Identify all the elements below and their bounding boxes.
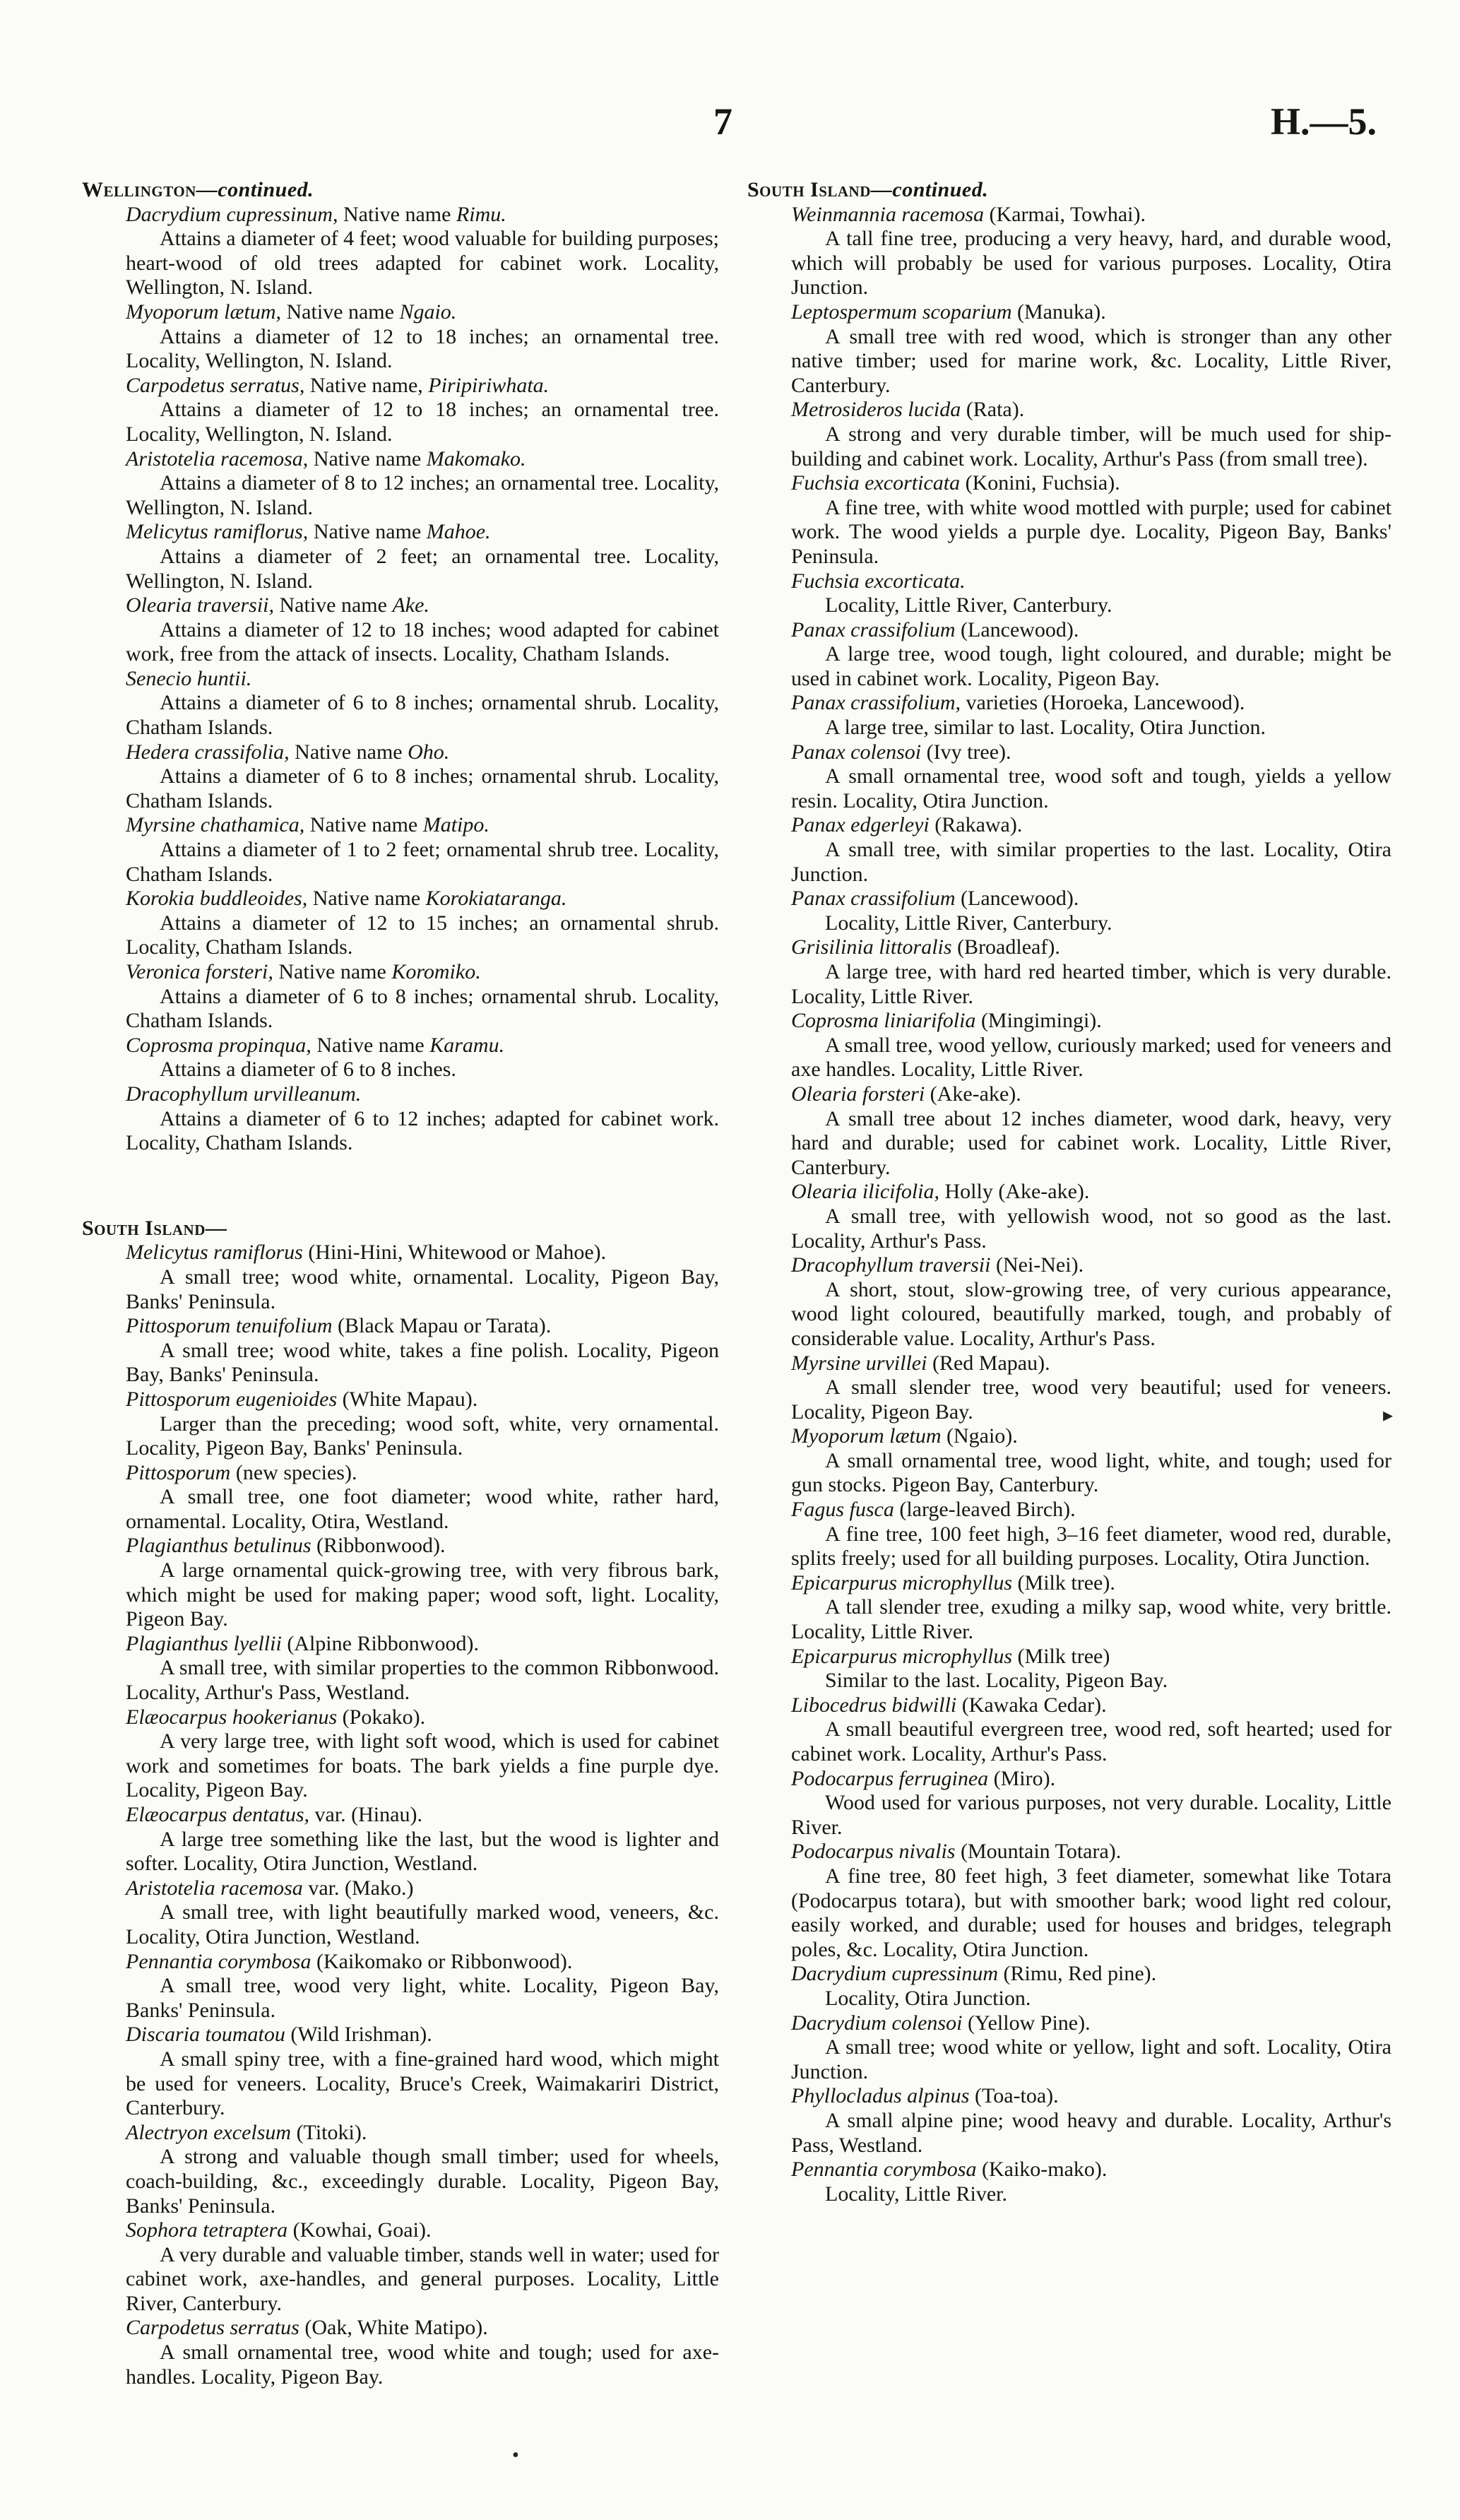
- page-number: 7: [713, 100, 732, 143]
- species-heading: [742, 1571, 1391, 1596]
- scientific-name: Myoporum lætum,: [126, 300, 281, 324]
- common-name: (Miro).: [988, 1766, 1056, 1790]
- species-description: A fine tree, 100 feet high, 3–16 feet diameter, wood red, durable, splits freely; used for all building purposes. Locality, Otira Junction.: [791, 1522, 1391, 1570]
- species-entry: [76, 1632, 719, 1705]
- species-heading: [76, 1803, 719, 1828]
- species-entry: [742, 471, 1391, 569]
- species-entry: [742, 691, 1391, 740]
- species-heading: [76, 2121, 719, 2146]
- species-entry: [742, 1645, 1391, 1693]
- scientific-name: Dacrydium cupressinum,: [126, 202, 338, 226]
- scientific-name: Melicytus ramiflorus: [126, 1241, 303, 1265]
- scientific-name: Weinmannia racemosa: [791, 202, 985, 226]
- south-island-entries: [76, 1241, 719, 2389]
- species-description: Larger than the preceding; wood soft, white, very ornamental. Locality, Pigeon Bay, Banks' Peninsula.: [126, 1412, 719, 1460]
- scientific-name: Olearia forsteri: [791, 1082, 925, 1106]
- scientific-name: Panax crassifolium: [791, 887, 956, 911]
- scientific-name: Panax crassifolium: [791, 617, 956, 641]
- species-entry: [76, 447, 719, 521]
- species-description: Attains a diameter of 12 to 18 inches; wood adapted for cabinet work, free from the attack of insects. Locality, Chatham Islands.: [126, 617, 719, 666]
- species-description: A small ornamental tree, wood white and tough; used for axe-handles. Locality, Pigeon Bay.: [126, 2341, 719, 2389]
- species-description: A small tree, one foot diameter; wood white, rather hard, ornamental. Locality, Otira, Westland.: [126, 1485, 719, 1533]
- species-entry: [76, 1082, 719, 1156]
- species-heading: [742, 1840, 1391, 1864]
- species-entry: [76, 1534, 719, 1631]
- species-heading: [76, 2316, 719, 2341]
- species-description: A small ornamental tree, wood light, white, and tough; used for gun stocks. Pigeon Bay, Canterbury.: [791, 1448, 1391, 1497]
- species-description: Attains a diameter of 6 to 8 inches.: [160, 1058, 456, 1082]
- species-description: A small tree, wood yellow, curiously marked; used for veneers and axe handles. Locality, Little River.: [791, 1033, 1391, 1082]
- species-heading: [742, 1767, 1391, 1792]
- species-description: Wood used for various purposes, not very durable. Locality, Little River.: [791, 1791, 1391, 1839]
- scientific-name: Alectryon excelsum: [126, 2120, 292, 2144]
- common-name: Native name: [304, 813, 423, 837]
- scientific-name: Elæocarpus hookerianus: [126, 1705, 338, 1729]
- native-name: Oho.: [408, 740, 450, 764]
- common-name: (Milk tree).: [1012, 1570, 1115, 1595]
- species-description: A fine tree, 80 feet high, 3 feet diameter, somewhat like Totara (Podocarpus totara), but with smoother bark; wood light red colour, easily worked, and durable; used for houses and bridges, telegraph poles, &c. Locality, Otira Junction.: [791, 1864, 1391, 1961]
- common-name: Native name: [274, 593, 393, 617]
- species-description: A small tree; wood white or yellow, light and soft. Locality, Otira Junction.: [791, 2035, 1391, 2083]
- common-name: var. (Mako.): [302, 1876, 414, 1900]
- species-description: A small slender tree, wood very beautiful; used for veneers. Locality, Pigeon Bay.: [791, 1376, 1391, 1424]
- scientific-name: Panax edgerleyi: [791, 813, 930, 837]
- scientific-name: Elæocarpus dentatus,: [126, 1803, 309, 1826]
- scientific-name: Panax colensoi: [791, 740, 922, 764]
- native-name: Ngaio.: [399, 300, 457, 324]
- species-heading: [76, 887, 719, 911]
- common-name: (Oak, White Matipo).: [299, 2316, 488, 2340]
- common-name: var. (Hinau).: [309, 1803, 422, 1826]
- section-heading-label: South Island: [747, 178, 871, 201]
- species-heading: [742, 618, 1391, 643]
- common-name: (Alpine Ribbonwood).: [281, 1631, 479, 1655]
- species-description: A small tree; wood white, takes a fine polish. Locality, Pigeon Bay, Banks' Peninsula.: [126, 1338, 719, 1387]
- species-description: Locality, Little River, Canterbury.: [825, 593, 1112, 617]
- common-name: (Kowhai, Goai).: [287, 2218, 432, 2242]
- species-heading: [76, 2218, 719, 2243]
- common-name: (Lancewood).: [955, 887, 1079, 911]
- species-heading: [76, 2023, 719, 2047]
- species-heading: [742, 569, 1391, 594]
- scientific-name: Fuchsia excorticata: [791, 471, 961, 495]
- species-description: A large tree, wood tough, light coloured, and durable; might be used in cabinet work. Locality, Pigeon Bay.: [791, 642, 1391, 690]
- species-description: A small tree, with similar properties to the common Ribbonwood. Locality, Arthur's Pass, Westland.: [126, 1656, 719, 1705]
- species-heading: [742, 935, 1391, 960]
- scientific-name: Coprosma liniarifolia: [791, 1009, 976, 1033]
- species-entry: [742, 2158, 1391, 2206]
- species-description: A small tree, with similar properties to the last. Locality, Otira Junction.: [791, 838, 1391, 886]
- scientific-name: Melicytus ramiflorus,: [126, 520, 309, 544]
- species-heading: [76, 813, 719, 838]
- common-name: (Ake-ake).: [925, 1082, 1021, 1106]
- species-heading: [76, 1950, 719, 1975]
- scientific-name: Grisilinia littoralis: [791, 935, 952, 959]
- scientific-name: Plagianthus lyellii: [126, 1631, 282, 1655]
- species-entry: [742, 2084, 1391, 2158]
- species-entry: [76, 1950, 719, 2023]
- common-name: (Mountain Totara).: [955, 1840, 1122, 1864]
- scientific-name: Myrsine urvillei: [791, 1351, 927, 1375]
- species-heading: [76, 1632, 719, 1657]
- scientific-name: Plagianthus betulinus: [126, 1534, 311, 1558]
- species-heading: [742, 2084, 1391, 2109]
- scientific-name: Dacrydium colensoi: [791, 2011, 963, 2035]
- species-heading: [76, 520, 719, 545]
- species-heading: [76, 1082, 719, 1107]
- common-name: (Ivy tree).: [921, 740, 1011, 764]
- species-entry: [76, 2316, 719, 2389]
- scientific-name: Epicarpurus microphyllus: [791, 1644, 1013, 1668]
- common-name: (Konini, Fuchsia).: [960, 471, 1120, 495]
- species-description: A large ornamental quick-growing tree, with very fibrous bark, which might be used for making paper; wood soft, light. Locality, Pigeon Bay.: [126, 1558, 719, 1631]
- scientific-name: Myrsine chathamica,: [126, 813, 305, 837]
- species-entry: [742, 300, 1391, 398]
- scientific-name: Olearia ilicifolia,: [791, 1180, 939, 1204]
- common-name: Native name: [289, 740, 408, 764]
- species-heading: [76, 300, 719, 325]
- species-entry: [76, 740, 719, 814]
- species-entry: [742, 203, 1391, 300]
- species-heading: [742, 1253, 1391, 1278]
- bottom-dot: •: [512, 2444, 519, 2466]
- scientific-name: Epicarpurus microphyllus: [791, 1570, 1013, 1595]
- species-heading: [742, 1498, 1391, 1522]
- scientific-name: Senecio huntii.: [126, 666, 252, 690]
- common-name: Native name,: [304, 373, 429, 397]
- common-name: (Kaikomako or Ribbonwood).: [311, 1949, 573, 1973]
- species-heading: [742, 691, 1391, 716]
- species-description: A strong and very durable timber, will be much used for ship-building and cabinet work. Locality, Arthur's Pass (from small tree).: [791, 422, 1391, 471]
- species-description: Similar to the last. Locality, Pigeon Bay.: [825, 1669, 1168, 1693]
- species-description: A small tree, with yellowish wood, not so good as the last. Locality, Arthur's Pass.: [791, 1204, 1391, 1253]
- common-name: Holly (Ake-ake).: [939, 1180, 1090, 1204]
- scientific-name: Podocarpus nivalis: [791, 1840, 956, 1864]
- species-entry: [76, 1034, 719, 1082]
- scientific-name: Pennantia corymbosa: [126, 1949, 311, 1973]
- species-entry: [742, 1082, 1391, 1180]
- common-name: (Karmai, Towhai).: [984, 202, 1146, 226]
- species-description: A very durable and valuable timber, stands well in water; used for cabinet work, axe-handles, and general purposes. Locality, Little River, Canterbury.: [126, 2242, 719, 2315]
- species-description: Attains a diameter of 6 to 8 inches; ornamental shrub. Locality, Chatham Islands.: [126, 984, 719, 1033]
- species-description: A large tree something like the last, but the wood is lighter and softer. Locality, Otira Junction, Westland.: [126, 1827, 719, 1876]
- species-heading: [742, 2011, 1391, 2036]
- species-heading: [76, 1388, 719, 1412]
- section-heading-continued: —continued.: [196, 178, 314, 201]
- common-name: (Yellow Pine).: [962, 2011, 1091, 2035]
- species-description: A small tree; wood white, ornamental. Locality, Pigeon Bay, Banks' Peninsula.: [126, 1265, 719, 1313]
- species-entry: [742, 618, 1391, 692]
- common-name: (Wild Irishman).: [285, 2023, 432, 2047]
- scientific-name: Fagus fusca: [791, 1498, 894, 1522]
- native-name: Rimu.: [456, 202, 506, 226]
- species-description: Attains a diameter of 2 feet; an ornamental tree. Locality, Wellington, N. Island.: [126, 544, 719, 593]
- species-heading: [742, 813, 1391, 838]
- species-entry: [76, 593, 719, 667]
- species-entry: [742, 569, 1391, 618]
- species-entry: [76, 520, 719, 593]
- section-heading-south-island: South Island—: [82, 1216, 227, 1240]
- species-description: A small tree with red wood, which is stronger than any other native timber; used for marine work, &c. Locality, Little River, Canterbury.: [791, 324, 1391, 397]
- species-description: Locality, Otira Junction.: [825, 1986, 1031, 2010]
- species-heading: [76, 374, 719, 398]
- species-heading: [76, 1461, 719, 1486]
- species-heading: [76, 667, 719, 692]
- species-entry: [742, 1180, 1391, 1253]
- species-heading: [742, 1082, 1391, 1107]
- scientific-name: Olearia traversii,: [126, 593, 274, 617]
- species-entry: [76, 960, 719, 1034]
- common-name: Native name: [281, 300, 400, 324]
- species-entry: [76, 1461, 719, 1534]
- scientific-name: Libocedrus bidwilli: [791, 1693, 957, 1717]
- species-description: A tall fine tree, producing a very heavy, hard, and durable wood, which will probably be used for various purposes. Locality, Otira Junction.: [791, 227, 1391, 300]
- species-entry: [742, 1009, 1391, 1082]
- species-heading: [742, 398, 1391, 422]
- species-entry: [76, 1314, 719, 1388]
- left-column: [76, 178, 719, 2389]
- common-name: (Red Mapau).: [927, 1351, 1050, 1375]
- common-name: (Toa-toa).: [969, 2084, 1059, 2108]
- species-description: A fine tree, with white wood mottled with purple; used for cabinet work. The wood yields a purple dye. Locality, Pigeon Bay, Banks' Peninsula.: [791, 495, 1391, 568]
- native-name: Karamu.: [429, 1033, 505, 1057]
- scientific-name: Veronica forsteri,: [126, 960, 273, 983]
- scientific-name: Carpodetus serratus: [126, 2316, 299, 2340]
- species-description: A small beautiful evergreen tree, wood red, soft hearted; used for cabinet work. Locality, Arthur's Pass.: [791, 1717, 1391, 1765]
- scientific-name: Pennantia corymbosa: [791, 2158, 977, 2182]
- species-entry: [76, 887, 719, 960]
- common-name: (White Mapau).: [337, 1387, 478, 1411]
- species-description: Attains a diameter of 8 to 12 inches; an ornamental tree. Locality, Wellington, N. Island.: [126, 471, 719, 519]
- species-description: Attains a diameter of 12 to 15 inches; an ornamental shrub. Locality, Chatham Islands.: [126, 911, 719, 959]
- scientific-name: Panax crassifolium,: [791, 691, 961, 715]
- native-name: Piripiriwhata.: [428, 373, 550, 397]
- native-name: Ake.: [392, 593, 429, 617]
- common-name: (Lancewood).: [955, 617, 1079, 641]
- common-name: Native name: [308, 520, 427, 544]
- scientific-name: Dracophyllum urvilleanum.: [126, 1082, 362, 1106]
- species-description: Locality, Little River.: [825, 2182, 1007, 2206]
- species-description: A short, stout, slow-growing tree, of very curious appearance, wood light coloured, beautifully marked, tough, and probably of considerable value. Locality, Arthur's Pass.: [791, 1277, 1391, 1350]
- species-entry: [742, 1840, 1391, 1962]
- native-name: Makomako.: [426, 446, 526, 471]
- species-heading: [742, 1180, 1391, 1205]
- section-heading-label: Wellington: [82, 178, 196, 201]
- scientific-name: Metrosideros lucida: [791, 398, 961, 422]
- species-heading: [76, 1534, 719, 1558]
- species-description: A small tree, wood very light, white. Locality, Pigeon Bay, Banks' Peninsula.: [126, 1974, 719, 2022]
- scientific-name: Carpodetus serratus,: [126, 373, 305, 397]
- species-description: Attains a diameter of 6 to 8 inches; ornamental shrub. Locality, Chatham Islands.: [126, 691, 719, 740]
- scientific-name: Myoporum lætum: [791, 1424, 942, 1448]
- scientific-name: Pittosporum eugenioides: [126, 1387, 338, 1411]
- native-name: Matipo.: [422, 813, 489, 837]
- species-entry: [76, 1705, 719, 1803]
- species-heading: [742, 1009, 1391, 1034]
- common-name: (new species).: [230, 1460, 357, 1484]
- species-description: A very large tree, with light soft wood, which is used for cabinet work and sometimes for boats. The bark yields a fine purple dye. Locality, Pigeon Bay.: [126, 1729, 719, 1802]
- section-heading-wellington: [82, 178, 719, 203]
- species-heading: [76, 203, 719, 227]
- species-heading: [76, 1876, 719, 1901]
- species-heading: [742, 1424, 1391, 1449]
- common-name: Native name: [338, 202, 456, 226]
- species-entry: [76, 374, 719, 447]
- species-heading: [742, 2158, 1391, 2182]
- species-entry: [742, 1424, 1391, 1498]
- scientific-name: Sophora tetraptera: [126, 2218, 288, 2242]
- common-name: (Ribbonwood).: [311, 1534, 446, 1558]
- common-name: Native name: [307, 887, 426, 911]
- native-name: Mahoe.: [426, 520, 491, 544]
- common-name: (Manuka).: [1011, 300, 1106, 324]
- species-heading: [742, 740, 1391, 765]
- species-entry: [742, 1693, 1391, 1767]
- common-name: (Mingimingi).: [975, 1009, 1102, 1033]
- scientific-name: Aristotelia racemosa: [126, 1876, 303, 1900]
- common-name: (large-leaved Birch).: [894, 1498, 1076, 1522]
- common-name: (Rakawa).: [929, 813, 1023, 837]
- native-name: Korokiataranga.: [425, 887, 567, 911]
- species-heading: [742, 1962, 1391, 1987]
- species-entry: [742, 813, 1391, 887]
- species-entry: [742, 1962, 1391, 2011]
- species-description: A small tree about 12 inches diameter, wood dark, heavy, very hard and durable; used for cabinet work. Locality, Little River, Canterbury.: [791, 1106, 1391, 1179]
- species-description: Attains a diameter of 1 to 2 feet; ornamental shrub tree. Locality, Chatham Islands.: [126, 838, 719, 886]
- species-description: Locality, Little River, Canterbury.: [825, 911, 1112, 935]
- native-name: Koromiko.: [391, 960, 481, 983]
- species-description: A large tree, with hard red hearted timber, which is very durable. Locality, Little River.: [791, 960, 1391, 1008]
- species-description: A small ornamental tree, wood soft and tough, yields a yellow resin. Locality, Otira Junction.: [791, 764, 1391, 812]
- species-heading: [742, 1351, 1391, 1376]
- species-entry: [76, 300, 719, 374]
- species-heading: [742, 300, 1391, 325]
- common-name: varieties (Horoeka, Lancewood).: [961, 691, 1245, 715]
- species-heading: [76, 740, 719, 765]
- south-island-continued-entries: [742, 202, 1394, 2207]
- common-name: (Rimu, Red pine).: [998, 1962, 1157, 1986]
- scientific-name: Fuchsia excorticata.: [791, 569, 966, 593]
- species-entry: [742, 398, 1391, 471]
- species-description: A strong and valuable though small timber; used for wheels, coach-building, &c., exceedingly durable. Locality, Pigeon Bay, Banks' Peninsula.: [126, 2145, 719, 2218]
- scientific-name: Leptospermum scoparium: [791, 300, 1012, 324]
- scientific-name: Pittosporum: [126, 1460, 231, 1484]
- paper-reference: H.—5.: [1270, 100, 1377, 143]
- common-name: (Pokako).: [337, 1705, 426, 1729]
- species-entry: [76, 203, 719, 300]
- species-description: A large tree, similar to last. Locality, Otira Junction.: [825, 716, 1266, 740]
- species-entry: [742, 2011, 1391, 2085]
- common-name: Native name: [311, 1033, 430, 1057]
- species-heading: [76, 1034, 719, 1058]
- species-heading: [76, 1314, 719, 1339]
- common-name: Native name: [273, 960, 392, 983]
- common-name: (Rata).: [961, 398, 1025, 422]
- species-entry: [742, 1351, 1394, 1426]
- species-entry: [742, 1767, 1391, 1840]
- species-description: Attains a diameter of 12 to 18 inches; an ornamental tree. Locality, Wellington, N. Island.: [126, 324, 719, 373]
- common-name: (Kawaka Cedar).: [956, 1693, 1107, 1717]
- species-heading: [76, 1241, 719, 1265]
- scientific-name: Korokia buddleoides,: [126, 887, 308, 911]
- species-heading: [742, 471, 1391, 496]
- scientific-name: Aristotelia racemosa,: [126, 446, 309, 471]
- scientific-name: Hedera crassifolia,: [126, 740, 290, 764]
- species-entry: [742, 1253, 1391, 1351]
- species-entry: [76, 1876, 719, 1950]
- common-name: (Hini-Hini, Whitewood or Mahoe).: [302, 1241, 607, 1265]
- species-heading: [742, 203, 1391, 227]
- species-description: Attains a diameter of 12 to 18 inches; an ornamental tree. Locality, Wellington, N. Island.: [126, 398, 719, 446]
- common-name: (Black Mapau or Tarata).: [332, 1314, 552, 1338]
- species-heading: [76, 447, 719, 472]
- common-name: (Nei-Nei).: [990, 1253, 1084, 1277]
- species-entry: [76, 2023, 719, 2120]
- species-description: Attains a diameter of 4 feet; wood valuable for building purposes; heart-wood of old trees adapted for cabinet work. Locality, Wellington, N. Island.: [126, 227, 719, 300]
- right-column: [742, 178, 1394, 2206]
- species-entry: [76, 2121, 719, 2218]
- scientific-name: Discaria toumatou: [126, 2023, 285, 2047]
- species-heading: [742, 887, 1391, 911]
- section-heading-south-island-continued: [747, 178, 1391, 203]
- common-name: (Ngaio).: [941, 1424, 1018, 1448]
- species-description: A small spiny tree, with a fine-grained hard wood, which might be used for veneers. Locality, Bruce's Creek, Waimakariri District, Canterbury.: [126, 2047, 719, 2120]
- scientific-name: Pittosporum tenuifolium: [126, 1314, 333, 1338]
- species-entry: [742, 1571, 1391, 1645]
- scientific-name: Dracophyllum traversii: [791, 1253, 991, 1277]
- species-description: A tall slender tree, exuding a milky sap, wood white, very brittle. Locality, Little River.: [791, 1595, 1391, 1644]
- species-description: A small alpine pine; wood heavy and durable. Locality, Arthur's Pass, Westland.: [791, 2108, 1391, 2157]
- common-name: (Milk tree): [1012, 1644, 1110, 1668]
- species-description: Attains a diameter of 6 to 8 inches; ornamental shrub. Locality, Chatham Islands.: [126, 764, 719, 812]
- common-name: (Kaiko-mako).: [976, 2158, 1108, 2182]
- species-heading: [76, 1705, 719, 1730]
- species-description: A small tree, with light beautifully marked wood, veneers, &c. Locality, Otira Junction, Westland.: [126, 1900, 719, 1948]
- scientific-name: Coprosma propinqua,: [126, 1033, 311, 1057]
- scientific-name: Podocarpus ferruginea: [791, 1766, 989, 1790]
- scientific-name: Phyllocladus alpinus: [791, 2084, 970, 2108]
- species-entry: [742, 740, 1391, 814]
- species-heading: [742, 1693, 1391, 1718]
- section-gap: [76, 1156, 719, 1217]
- species-entry: [76, 813, 719, 887]
- species-entry: [76, 1803, 719, 1876]
- common-name: (Titoki).: [291, 2120, 367, 2144]
- scientific-name: Dacrydium cupressinum: [791, 1962, 999, 1986]
- species-entry: [76, 1388, 719, 1461]
- common-name: (Broadleaf).: [951, 935, 1060, 959]
- species-heading: [742, 1645, 1391, 1669]
- margin-mark: ▸: [1383, 1404, 1394, 1426]
- species-entry: [742, 935, 1391, 1009]
- species-entry: [742, 1498, 1391, 1571]
- wellington-entries: [76, 203, 719, 1156]
- species-entry: [76, 1241, 719, 1314]
- section-heading-continued: —continued.: [870, 178, 989, 201]
- species-entry: [76, 667, 719, 740]
- common-name: Native name: [308, 446, 427, 471]
- species-heading: [76, 593, 719, 618]
- species-description: Attains a diameter of 6 to 12 inches; adapted for cabinet work. Locality, Chatham Islands.: [126, 1106, 719, 1155]
- species-entry: [76, 2218, 719, 2316]
- species-entry: [742, 887, 1391, 935]
- species-heading: [76, 960, 719, 985]
